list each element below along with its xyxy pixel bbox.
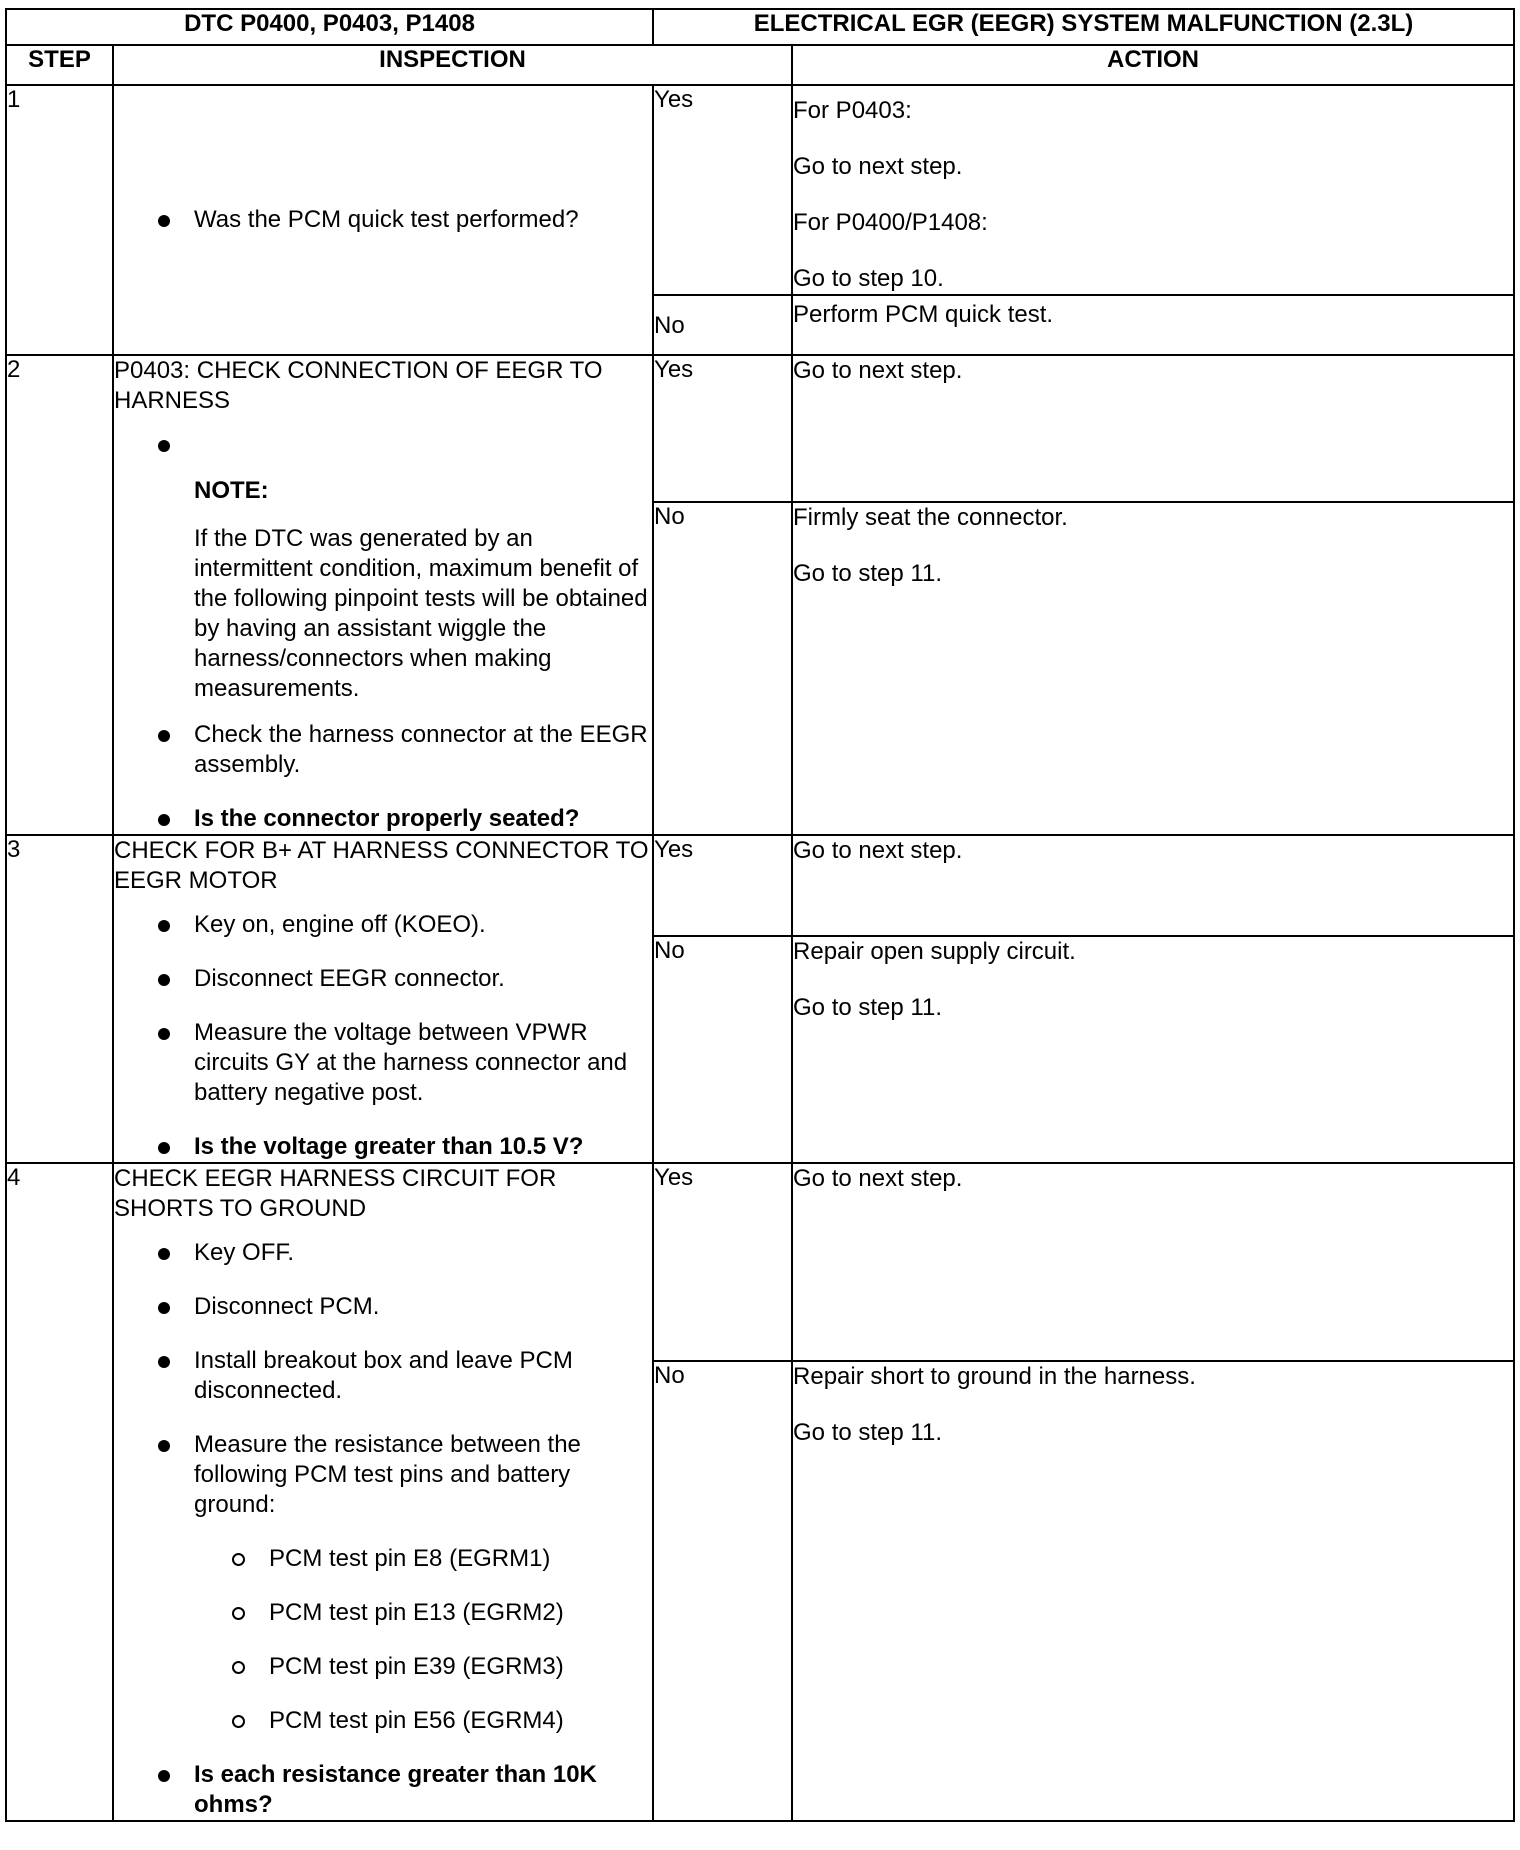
step-1-bullet-text: Was the PCM quick test performed? <box>194 206 579 233</box>
step-4-sub-bullet-item <box>114 1544 652 1574</box>
step-1-yes-label: Yes <box>653 85 792 295</box>
step-4-bullet-text: Measure the resistance between the following PCM test pins and battery ground: <box>194 1431 581 1518</box>
step-4-question: Is each resistance greater than 10K ohms? <box>194 1761 597 1818</box>
header-row <box>6 45 1514 85</box>
step-2-bullet-item <box>114 720 652 780</box>
step-3-yes-row <box>6 835 1514 936</box>
step-2-bullet-text: Check the harness connector at the EEGR assembly. <box>194 721 648 778</box>
step-4-heading: CHECK EEGR HARNESS CIRCUIT FOR SHORTS TO GROUND <box>114 1165 557 1222</box>
step-column-header: STEP <box>6 45 113 85</box>
step-3-bullet-text: Key on, engine off (KOEO). <box>194 911 486 938</box>
step-1-yes-row <box>6 85 1514 295</box>
dtc-codes-title: DTC P0400, P0403, P1408 <box>6 9 653 45</box>
step-4-inspection <box>113 1163 653 1821</box>
step-2-heading: P0403: CHECK CONNECTION OF EEGR TO HARNESS <box>114 357 603 414</box>
step-2-inspection <box>113 355 653 835</box>
bullet-icon <box>158 974 170 986</box>
step-4-sub-bullet-text: PCM test pin E56 (EGRM4) <box>269 1707 564 1734</box>
bullet-icon <box>158 1248 170 1260</box>
step-4-yes-action-line: Go to next step. <box>793 1165 963 1192</box>
step-2-question-item <box>114 804 652 834</box>
step-3-yes-action-line: Go to next step. <box>793 837 963 864</box>
bullet-icon <box>158 920 170 932</box>
circle-bullet-icon <box>232 1553 245 1566</box>
step-2-no-label: No <box>653 502 792 835</box>
step-2-no-action-line: Go to step 11. <box>793 559 942 587</box>
step-3-bullet-item <box>114 1018 652 1108</box>
step-3-bullet-text: Disconnect EEGR connector. <box>194 965 505 992</box>
action-column-header: ACTION <box>792 45 1514 85</box>
step-2-yes-action <box>792 355 1514 502</box>
step-2-question: Is the connector properly seated? <box>194 805 580 832</box>
dtc-diagnostic-table <box>5 8 1515 1822</box>
circle-bullet-icon <box>232 1715 245 1728</box>
bullet-icon <box>158 1440 170 1452</box>
step-1-yes-action-line: For P0403: <box>793 97 912 124</box>
bullet-icon <box>158 1356 170 1368</box>
step-1-no-label: No <box>653 295 792 355</box>
step-4-sub-bullet-item <box>114 1598 652 1628</box>
step-2-number: 2 <box>6 355 113 835</box>
step-4-bullet-item <box>114 1292 652 1322</box>
step-4-bullet-item <box>114 1238 652 1268</box>
step-4-sub-bullet-text: PCM test pin E39 (EGRM3) <box>269 1653 564 1680</box>
step-4-sub-bullet-item <box>114 1652 652 1682</box>
bullet-icon <box>158 215 170 227</box>
step-3-no-action <box>792 936 1514 1163</box>
step-3-inspection <box>113 835 653 1163</box>
step-4-no-action-line: Repair short to ground in the harness. <box>793 1362 1196 1390</box>
step-4-yes-label: Yes <box>653 1163 792 1361</box>
step-4-question-item <box>114 1760 652 1820</box>
inspection-column-header: INSPECTION <box>113 45 792 85</box>
step-4-sub-bullet-text: PCM test pin E8 (EGRM1) <box>269 1545 551 1572</box>
step-1-no-action-line: Perform PCM quick test. <box>793 301 1054 328</box>
step-4-bullet-text: Key OFF. <box>194 1239 295 1266</box>
step-3-question-item <box>114 1132 652 1162</box>
step-3-bullet-item <box>114 910 652 940</box>
step-4-sub-bullet-item <box>114 1706 652 1736</box>
bullet-icon <box>158 1302 170 1314</box>
step-2-no-action <box>792 502 1514 835</box>
step-2-no-action-line: Firmly seat the connector. <box>793 503 1068 531</box>
step-1-no-action <box>792 295 1514 355</box>
step-4-bullet-text: Install breakout box and leave PCM disconnected. <box>194 1347 573 1404</box>
step-1-yes-action-line: Go to next step. <box>793 153 963 180</box>
step-2-yes-action-line: Go to next step. <box>793 357 963 384</box>
step-3-number: 3 <box>6 835 113 1163</box>
step-3-no-action-line: Go to step 11. <box>793 993 942 1021</box>
step-3-yes-label: Yes <box>653 835 792 936</box>
system-title: ELECTRICAL EGR (EEGR) SYSTEM MALFUNCTION (2.3L) <box>653 9 1514 45</box>
step-2-note-item <box>114 430 652 704</box>
bullet-icon <box>158 1028 170 1040</box>
step-1-yes-action-line: For P0400/P1408: <box>793 209 988 236</box>
step-3-no-action-line: Repair open supply circuit. <box>793 937 1076 965</box>
step-4-sub-bullet-text: PCM test pin E13 (EGRM2) <box>269 1599 564 1626</box>
step-2-yes-row <box>6 355 1514 502</box>
step-4-number: 4 <box>6 1163 113 1821</box>
step-2-yes-label: Yes <box>653 355 792 502</box>
step-2-note-text: If the DTC was generated by an intermittent condition, maximum benefit of the following pinpoint tests will be obtained by having an assistant wiggle the harness/connectors when making measurements. <box>194 525 648 702</box>
bullet-icon <box>158 730 170 742</box>
bullet-icon <box>158 814 170 826</box>
bullet-icon <box>158 440 170 452</box>
step-4-yes-action <box>792 1163 1514 1361</box>
title-row <box>6 9 1514 45</box>
step-1-yes-action <box>792 85 1514 295</box>
step-4-bullet-item <box>114 1346 652 1406</box>
step-3-bullet-item <box>114 964 652 994</box>
step-3-heading: CHECK FOR B+ AT HARNESS CONNECTOR TO EEGR MOTOR <box>114 837 649 894</box>
step-4-no-action <box>792 1361 1514 1821</box>
circle-bullet-icon <box>232 1661 245 1674</box>
bullet-icon <box>158 1770 170 1782</box>
step-4-no-action-line: Go to step 11. <box>793 1418 942 1446</box>
bullet-icon <box>158 1142 170 1154</box>
step-4-no-label: No <box>653 1361 792 1821</box>
step-3-question: Is the voltage greater than 10.5 V? <box>194 1133 584 1160</box>
step-2-note-label: NOTE: <box>194 477 269 504</box>
step-4-bullet-item <box>114 1430 652 1520</box>
step-4-bullet-text: Disconnect PCM. <box>194 1293 380 1320</box>
step-1-inspection <box>113 85 653 355</box>
step-1-number: 1 <box>6 85 113 355</box>
step-3-no-label: No <box>653 936 792 1163</box>
step-1-yes-action-line: Go to step 10. <box>793 265 944 292</box>
step-3-yes-action <box>792 835 1514 936</box>
step-1-bullet-item <box>114 205 652 235</box>
circle-bullet-icon <box>232 1607 245 1620</box>
step-4-yes-row <box>6 1163 1514 1361</box>
step-3-bullet-text: Measure the voltage between VPWR circuits GY at the harness connector and battery negative post. <box>194 1019 628 1106</box>
